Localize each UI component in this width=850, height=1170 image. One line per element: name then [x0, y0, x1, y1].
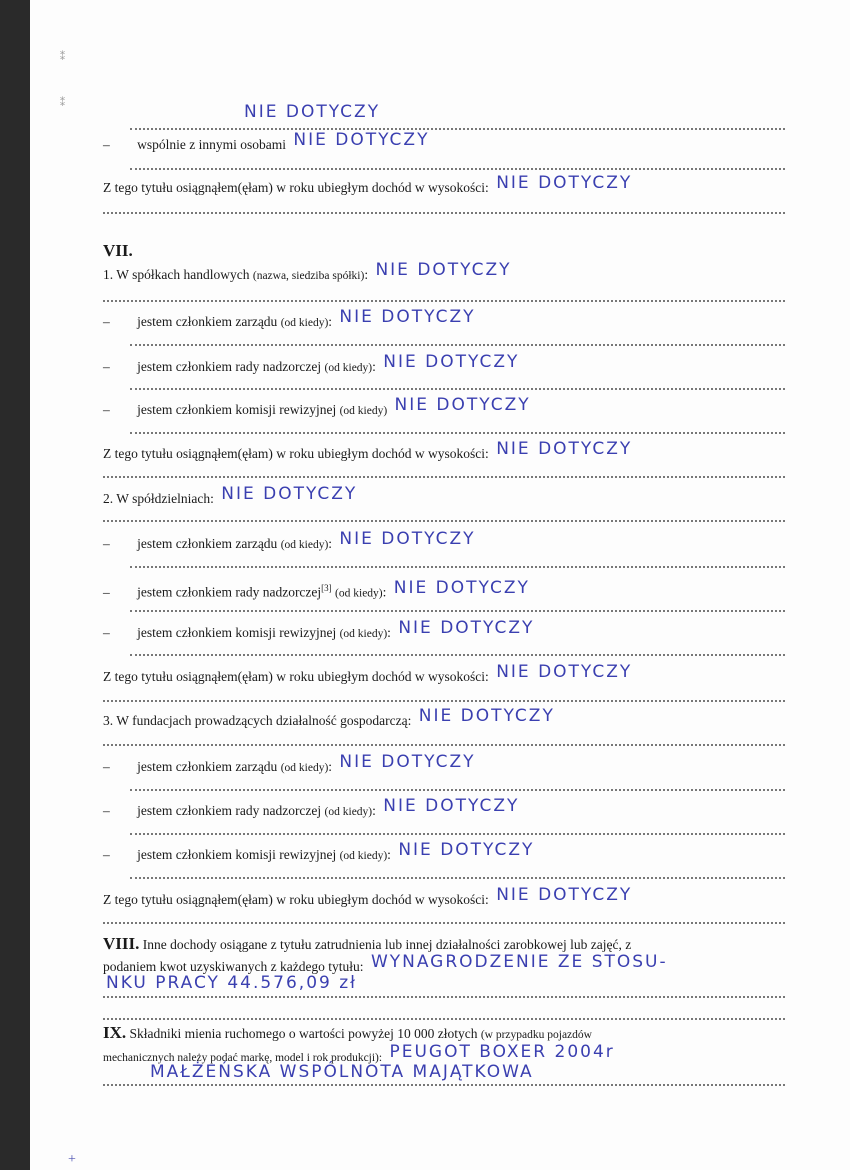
- handwritten-answer: NIE DOTYCZY: [339, 529, 476, 549]
- label-note: (od kiedy): [280, 762, 329, 774]
- dotted-line: [103, 690, 785, 702]
- dotted-line: [130, 118, 785, 130]
- label: Z tego tytułu osiągnąłem(ęłam) w roku ubiegłym dochód w wysokości:: [103, 892, 489, 907]
- footnote-ref: [3]: [321, 583, 332, 593]
- form-line: [103, 662, 785, 687]
- margin-mark: +: [68, 1152, 76, 1167]
- label: Z tego tytułu osiągnąłem(ęłam) w roku ubiegłym dochód w wysokości:: [103, 669, 489, 684]
- dotted-line: [103, 1008, 785, 1020]
- form-line: [103, 439, 785, 464]
- handwritten-answer: NIE DOTYCZY: [393, 577, 530, 598]
- form-line: – jestem członkiem zarządu (od kiedy): NIE DOTYCZY: [103, 752, 476, 774]
- handwritten-answer: NKU PRACY 44.576,09 zł: [106, 973, 357, 993]
- form-line: [103, 130, 785, 155]
- label: jestem członkiem komisji rewizyjnej: [137, 625, 337, 640]
- handwritten-answer: NIE DOTYCZY: [398, 618, 535, 638]
- label: Inne dochody osiągane z tytułu zatrudnienia lub innej działalności zarobkowej lub zajęć, z: [142, 937, 632, 952]
- dotted-line: [103, 1074, 785, 1086]
- label-note: (od kiedy): [280, 317, 329, 329]
- label-note: (nazwa, siedziba spółki): [252, 270, 365, 282]
- dotted-line: [103, 202, 785, 214]
- dotted-line: [103, 734, 785, 746]
- dotted-line: [130, 867, 785, 879]
- form-line: – jestem członkiem rady nadzorczej[3] (od kiedy): NIE DOTYCZY: [103, 577, 530, 600]
- form-line: – jestem członkiem zarządu (od kiedy): NIE DOTYCZY: [103, 529, 476, 551]
- dotted-line: [103, 510, 785, 522]
- handwritten-answer: NIE DOTYCZY: [398, 840, 535, 860]
- label-note: mechanicznych należy podać markę, model i rok produkcji):: [103, 1052, 383, 1064]
- handwritten-answer: NIE DOTYCZY: [375, 260, 512, 280]
- label: wspólnie z innymi osobami: [137, 137, 286, 152]
- handwritten-answer: NIE DOTYCZY: [383, 796, 520, 816]
- form-line: [103, 173, 785, 198]
- handwritten-answer: NIE DOTYCZY: [496, 885, 633, 905]
- label-note: (od kiedy): [339, 850, 388, 862]
- label-note: (od kiedy): [339, 628, 388, 640]
- section-heading: VII.: [103, 241, 133, 260]
- label: Składniki mienia ruchomego o wartości powyżej 10 000 złotych: [129, 1026, 478, 1041]
- label: jestem członkiem rady nadzorczej: [137, 803, 322, 818]
- handwritten-answer: NIE DOTYCZY: [339, 307, 476, 327]
- label: podaniem kwot uzyskiwanych z każdego tytułu:: [103, 959, 364, 974]
- form-line: – jestem członkiem komisji rewizyjnej (od kiedy): NIE DOTYCZY: [103, 618, 535, 640]
- declaration-page: [30, 0, 850, 1170]
- handwritten-answer: PEUGOT BOXER 2004r: [389, 1042, 615, 1062]
- dotted-line: [103, 466, 785, 478]
- handwritten-answer: NIE DOTYCZY: [221, 484, 358, 504]
- dotted-line: [130, 422, 785, 434]
- dotted-line: [130, 644, 785, 656]
- handwritten-answer: NIE DOTYCZY: [383, 352, 520, 372]
- form-line: [103, 706, 785, 731]
- dotted-line: [130, 556, 785, 568]
- dotted-line: [130, 600, 785, 612]
- form-line: [103, 484, 785, 509]
- label-note: (w przypadku pojazdów: [480, 1029, 592, 1041]
- dotted-line: [130, 158, 785, 170]
- dotted-line: [130, 779, 785, 791]
- form-line: [103, 1022, 785, 1044]
- label: jestem członkiem rady nadzorczej: [137, 584, 322, 600]
- dotted-line: [103, 290, 785, 302]
- handwritten-answer: NIE DOTYCZY: [496, 439, 633, 459]
- form-line: – jestem członkiem rady nadzorczej (od kiedy): NIE DOTYCZY: [103, 352, 520, 374]
- handwritten-answer: NIE DOTYCZY: [339, 752, 476, 772]
- form-line: – jestem członkiem komisji rewizyjnej (od kiedy) NIE DOTYCZY: [103, 395, 531, 417]
- section-heading: IX.: [103, 1023, 127, 1042]
- dotted-line: [130, 378, 785, 390]
- label: jestem członkiem komisji rewizyjnej: [137, 847, 337, 862]
- form-line: 1. W spółkach handlowych (nazwa, siedziba spółki): NIE DOTYCZY: [103, 260, 512, 282]
- label-note: (od kiedy): [324, 806, 373, 818]
- label: jestem członkiem zarządu: [137, 314, 278, 329]
- form-line: – jestem członkiem komisji rewizyjnej (od kiedy): NIE DOTYCZY: [103, 840, 535, 862]
- label-note: (od kiedy): [280, 539, 329, 551]
- handwritten-answer: NIE DOTYCZY: [244, 102, 381, 122]
- form-line: – jestem członkiem zarządu (od kiedy): NIE DOTYCZY: [103, 307, 476, 329]
- dotted-line: [130, 334, 785, 346]
- label-note: (od kiedy): [324, 362, 373, 374]
- label: 1. W spółkach handlowych: [103, 267, 250, 282]
- dotted-line: [103, 912, 785, 924]
- label: 2. W spółdzielniach:: [103, 491, 214, 506]
- label: 3. W fundacjach prowadzących działalność gospodarczą:: [103, 713, 412, 728]
- dotted-line: [130, 823, 785, 835]
- dotted-line: [103, 986, 785, 998]
- label: jestem członkiem komisji rewizyjnej: [137, 402, 337, 417]
- handwritten-answer: NIE DOTYCZY: [496, 662, 633, 682]
- punch-hole-mark: ⁑: [60, 52, 65, 63]
- label-note: (od kiedy): [339, 405, 388, 417]
- label: Z tego tytułu osiągnąłem(ęłam) w roku ubiegłym dochód w wysokości:: [103, 446, 489, 461]
- punch-hole-mark: ⁑: [60, 98, 65, 109]
- handwritten-answer: NIE DOTYCZY: [394, 395, 531, 415]
- handwritten-answer: NIE DOTYCZY: [496, 173, 633, 193]
- handwritten-answer: NIE DOTYCZY: [293, 130, 430, 150]
- label: Z tego tytułu osiągnąłem(ęłam) w roku ubiegłym dochód w wysokości:: [103, 180, 489, 195]
- handwritten-answer: NIE DOTYCZY: [418, 706, 555, 726]
- dash: –: [103, 137, 110, 152]
- form-line: – jestem członkiem rady nadzorczej (od kiedy): NIE DOTYCZY: [103, 796, 520, 818]
- label: jestem członkiem zarządu: [137, 536, 278, 551]
- handwritten-answer: MAŁŻEŃSKA WSPÓLNOTA MAJĄTKOWA: [150, 1062, 534, 1082]
- label: jestem członkiem rady nadzorczej: [137, 359, 322, 374]
- form-line: [103, 885, 785, 910]
- section-heading: VIII.: [103, 934, 140, 953]
- handwritten-answer: WYNAGRODZENIE ZE STOSU-: [370, 952, 668, 972]
- label-note: (od kiedy): [335, 587, 383, 600]
- label: jestem członkiem zarządu: [137, 759, 278, 774]
